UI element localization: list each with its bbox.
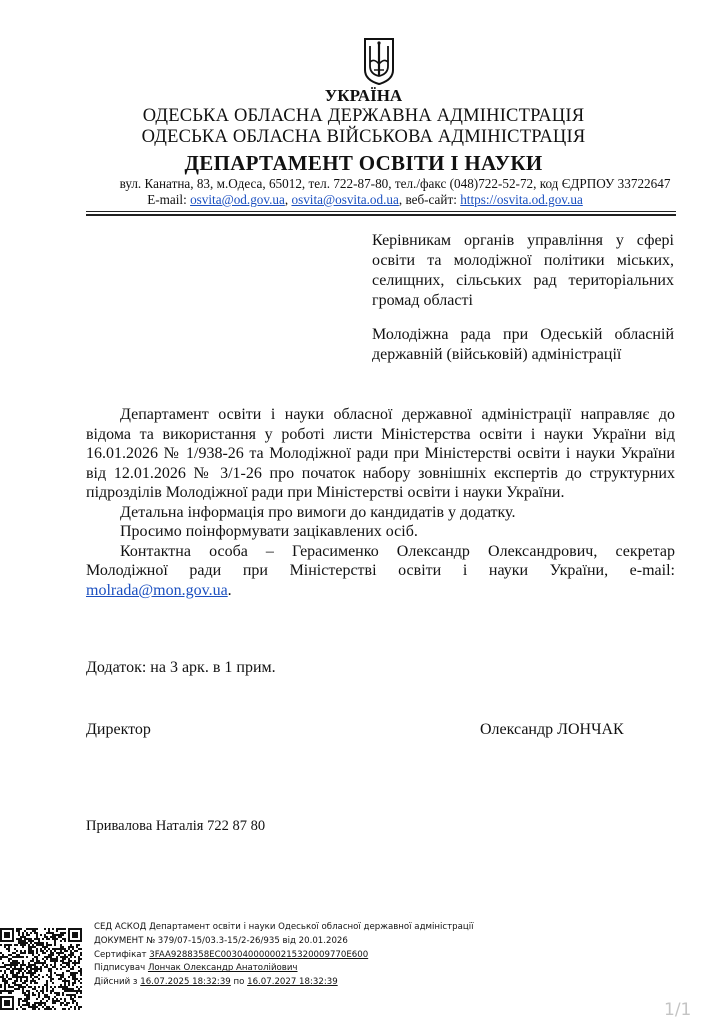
- stamp-system-line: СЕД АСКОД Департамент освіти і науки Одеської обласної державної адміністрації: [94, 922, 474, 932]
- validity-label: Дійсний з: [94, 977, 141, 988]
- military-administration-title: ОДЕСЬКА ОБЛАСНА ВІЙСЬКОВА АДМІНІСТРАЦІЯ: [141, 127, 586, 147]
- header-divider-thin: [86, 211, 676, 212]
- body-paragraph-4: [86, 542, 675, 601]
- annex-note: Додаток: на 3 арк. в 1 прим.: [86, 659, 276, 676]
- website-link[interactable]: https://osvita.od.gov.ua: [460, 192, 583, 207]
- department-address: вул. Канатна, 83, м.Одеса, 65012, тел. 722-87-80, тел./факс (048)722-52-72, код ЄДРПОУ 33722647: [119, 176, 671, 191]
- website-label: , веб-сайт:: [398, 192, 461, 207]
- contact-line: [20, 192, 710, 208]
- validity-mid: по: [230, 977, 248, 988]
- contact-email-link[interactable]: molrada@mon.gov.ua: [86, 581, 228, 599]
- body-paragraph-1: Департамент освіти і науки обласної державної адміністрації направляє до відома та використання у роботі листи Міністерства освіти і науки України від 16.01.2026 № 1/938-26 та Молодіжної ради при Міністерстві освіти і науки України від 12.01.2026 № 3/1-26 про початок набору зовнішніх експертів до структурних підрозділів Молодіжної ради при Міністерстві освіти і науки України.: [86, 406, 675, 501]
- addressee-block-1: Керівникам органів управління у сфері освіти та молодіжної політики міських, селищних, сільських рад територіальних громад області: [372, 232, 674, 309]
- letter-body: [86, 405, 675, 600]
- certificate-value: 3FAA9288358EC00304000000215320009770E600: [149, 949, 369, 960]
- page-counter: 1/1: [664, 1000, 692, 1020]
- email-link-2[interactable]: osvita@osvita.od.ua: [291, 192, 399, 207]
- addressee-block-2: Молодіжна рада при Одеській обласній державній (військовій) адміністрації: [372, 326, 674, 363]
- body-paragraph-3: Просимо поінформувати зацікавлених осіб.: [120, 523, 418, 540]
- certificate-label: Сертифікат: [94, 949, 150, 960]
- stamp-certificate-line: [94, 949, 473, 963]
- stamp-document-line: ДОКУМЕНТ № 379/07-15/03.3-15/2-26/935 від 20.01.2026: [94, 935, 348, 946]
- coat-of-arms-icon: [362, 36, 396, 86]
- body-paragraph-2: Детальна інформація про вимоги до кандидатів у додатку.: [120, 503, 516, 521]
- department-title: ДЕПАРТАМЕНТ ОСВІТИ І НАУКИ: [184, 151, 543, 175]
- stamp-signer-line: [94, 962, 473, 976]
- header-divider-thick: [86, 214, 676, 216]
- contact-end: .: [227, 581, 232, 599]
- signatory-name: Олександр ЛОНЧАК: [480, 721, 624, 738]
- email-link-1[interactable]: osvita@od.gov.ua: [190, 192, 285, 207]
- state-administration-title: ОДЕСЬКА ОБЛАСНА ДЕРЖАВНА АДМІНІСТРАЦІЯ: [142, 106, 585, 126]
- stamp-validity-line: [94, 976, 473, 990]
- executor-info: Привалова Наталія 722 87 80: [86, 818, 266, 834]
- email-label: E-mail:: [147, 192, 191, 207]
- contact-person-text: Контактна особа – Герасименко Олександр Олександрович, секретар Молодіжної ради при Міністерстві освіти і науки України, e-mail:: [86, 542, 675, 579]
- valid-to: 16.07.2027 18:32:39: [247, 977, 338, 988]
- valid-from: 16.07.2025 18:32:39: [140, 977, 231, 988]
- e-signature-stamp: [94, 921, 473, 990]
- signatory-title: Директор: [86, 721, 151, 738]
- email-separator: ,: [284, 192, 292, 207]
- signer-value: Лончак Олександр Анатолійович: [147, 963, 298, 974]
- qr-code-icon: [0, 928, 82, 1010]
- country-name: УКРАЇНА: [324, 86, 403, 105]
- signer-label: Підписувач: [94, 963, 148, 974]
